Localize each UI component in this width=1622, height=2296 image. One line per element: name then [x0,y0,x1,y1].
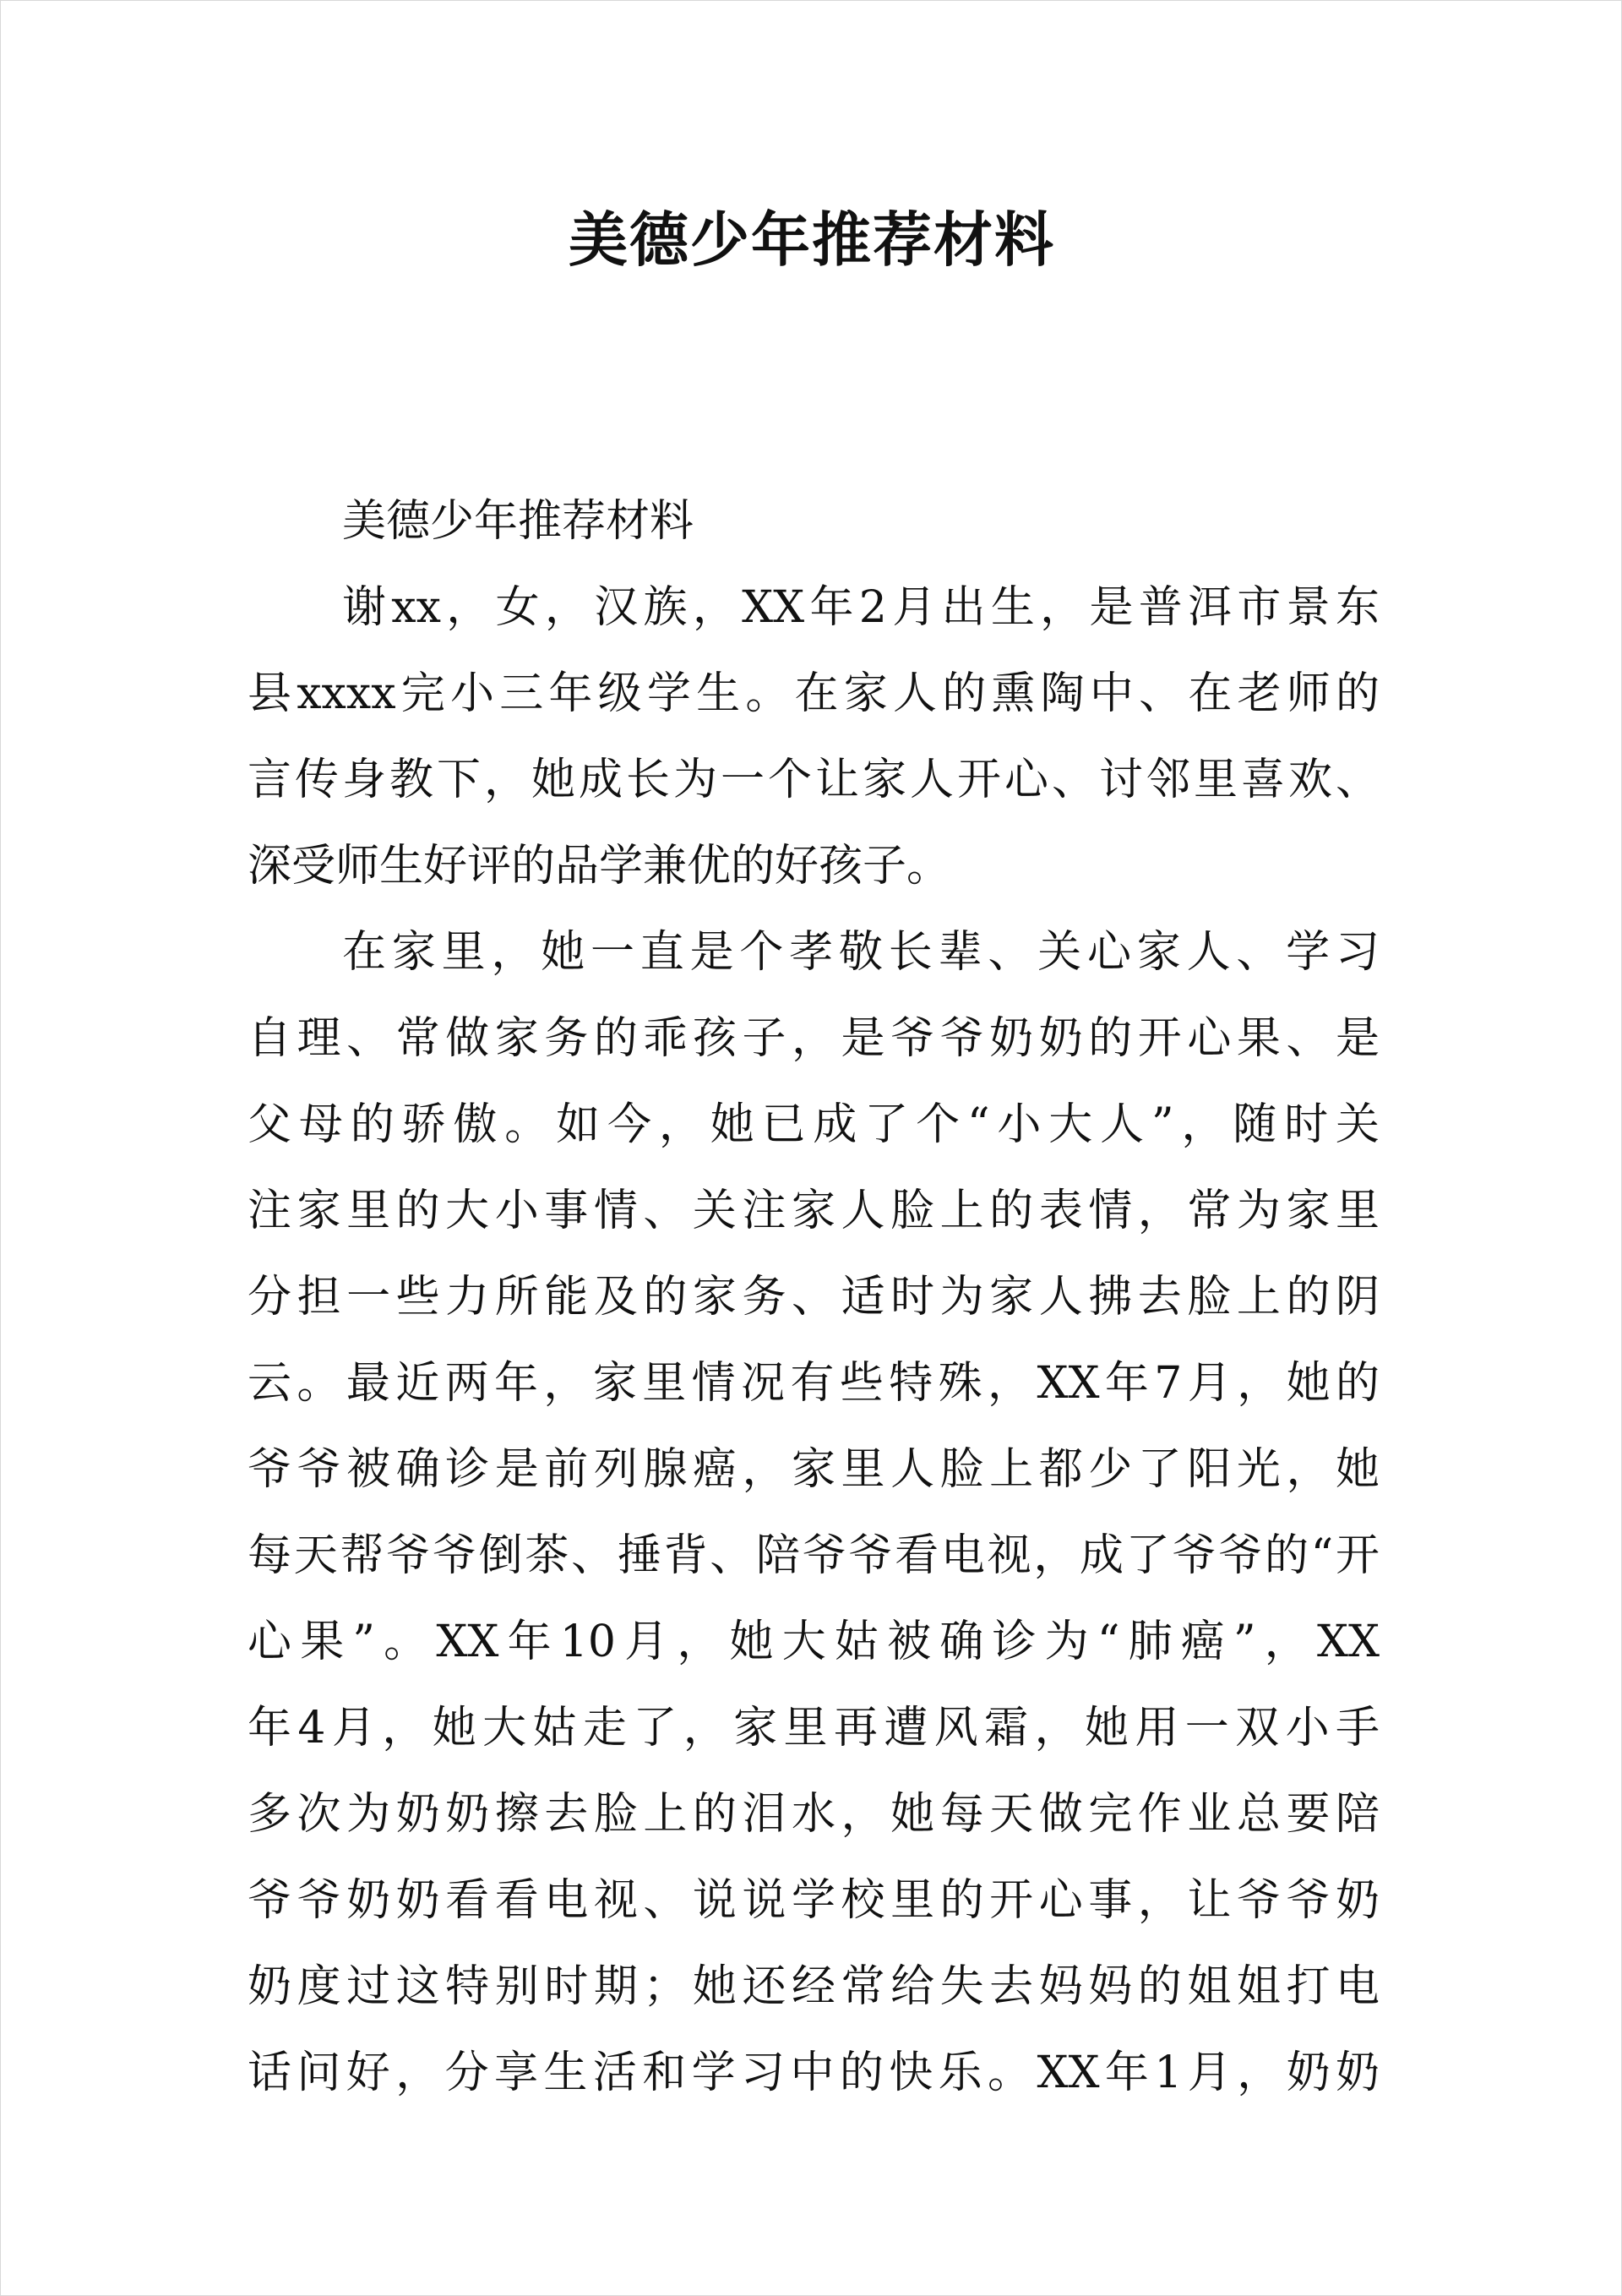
paragraph-2-line-3: 父母的骄傲。如今，她已成了个“小大人”，随时关 [248,1099,1380,1150]
paragraph-2-line-10: 年4月，她大姑走了，家里再遭风霜，她用一双小手 [248,1703,1380,1753]
paragraph-2-line-7: 爷爷被确诊是前列腺癌，家里人脸上都少了阳光，她 [248,1444,1380,1495]
paragraph-2-line-12: 爷爷奶奶看看电视、说说学校里的开心事，让爷爷奶 [248,1875,1380,1926]
paragraph-1-line-4: 深受师生好评的品学兼优的好孩子。 [248,841,951,892]
paragraph-2-line-8: 每天帮爷爷倒茶、捶背、陪爷爷看电视，成了爷爷的“开 [248,1530,1380,1581]
paragraph-2-line-4: 注家里的大小事情、关注家人脸上的表情，常为家里 [248,1186,1380,1236]
paragraph-1-line-3: 言传身教下，她成长为一个让家人开心、讨邻里喜欢、 [248,755,1380,805]
paragraph-2-line-5: 分担一些力所能及的家务、适时为家人拂去脸上的阴 [248,1272,1380,1323]
paragraph-2-line-6: 云。最近两年，家里情况有些特殊，XX年7月，她的 [248,1358,1380,1409]
paragraph-2-line-13: 奶度过这特别时期；她还经常给失去妈妈的姐姐打电 [248,1961,1380,2012]
paragraph-heading-line: 美德少年推荐材料 [342,496,694,547]
document-body [248,478,1380,2116]
paragraph-1-line-1: 谢xx，女，汉族，XX年2月出生，是普洱市景东 [342,582,1380,633]
paragraph-2-line-14: 话问好，分享生活和学习中的快乐。XX年1月，奶奶 [248,2048,1380,2098]
paragraph-1-line-2: 县xxxx完小三年级学生。在家人的熏陶中、在老师的 [248,668,1380,719]
document-title: 美德少年推荐材料 [569,205,1055,275]
paragraph-2-line-9: 心果”。XX年10月，她大姑被确诊为“肺癌”，XX [248,1617,1380,1667]
paragraph-2-line-1: 在家里，她一直是个孝敬长辈、关心家人、学习 [342,927,1380,978]
paragraph-2-line-2: 自理、常做家务的乖孩子，是爷爷奶奶的开心果、是 [248,1013,1380,1064]
paragraph-2-line-11: 多次为奶奶擦去脸上的泪水，她每天做完作业总要陪 [248,1789,1380,1840]
